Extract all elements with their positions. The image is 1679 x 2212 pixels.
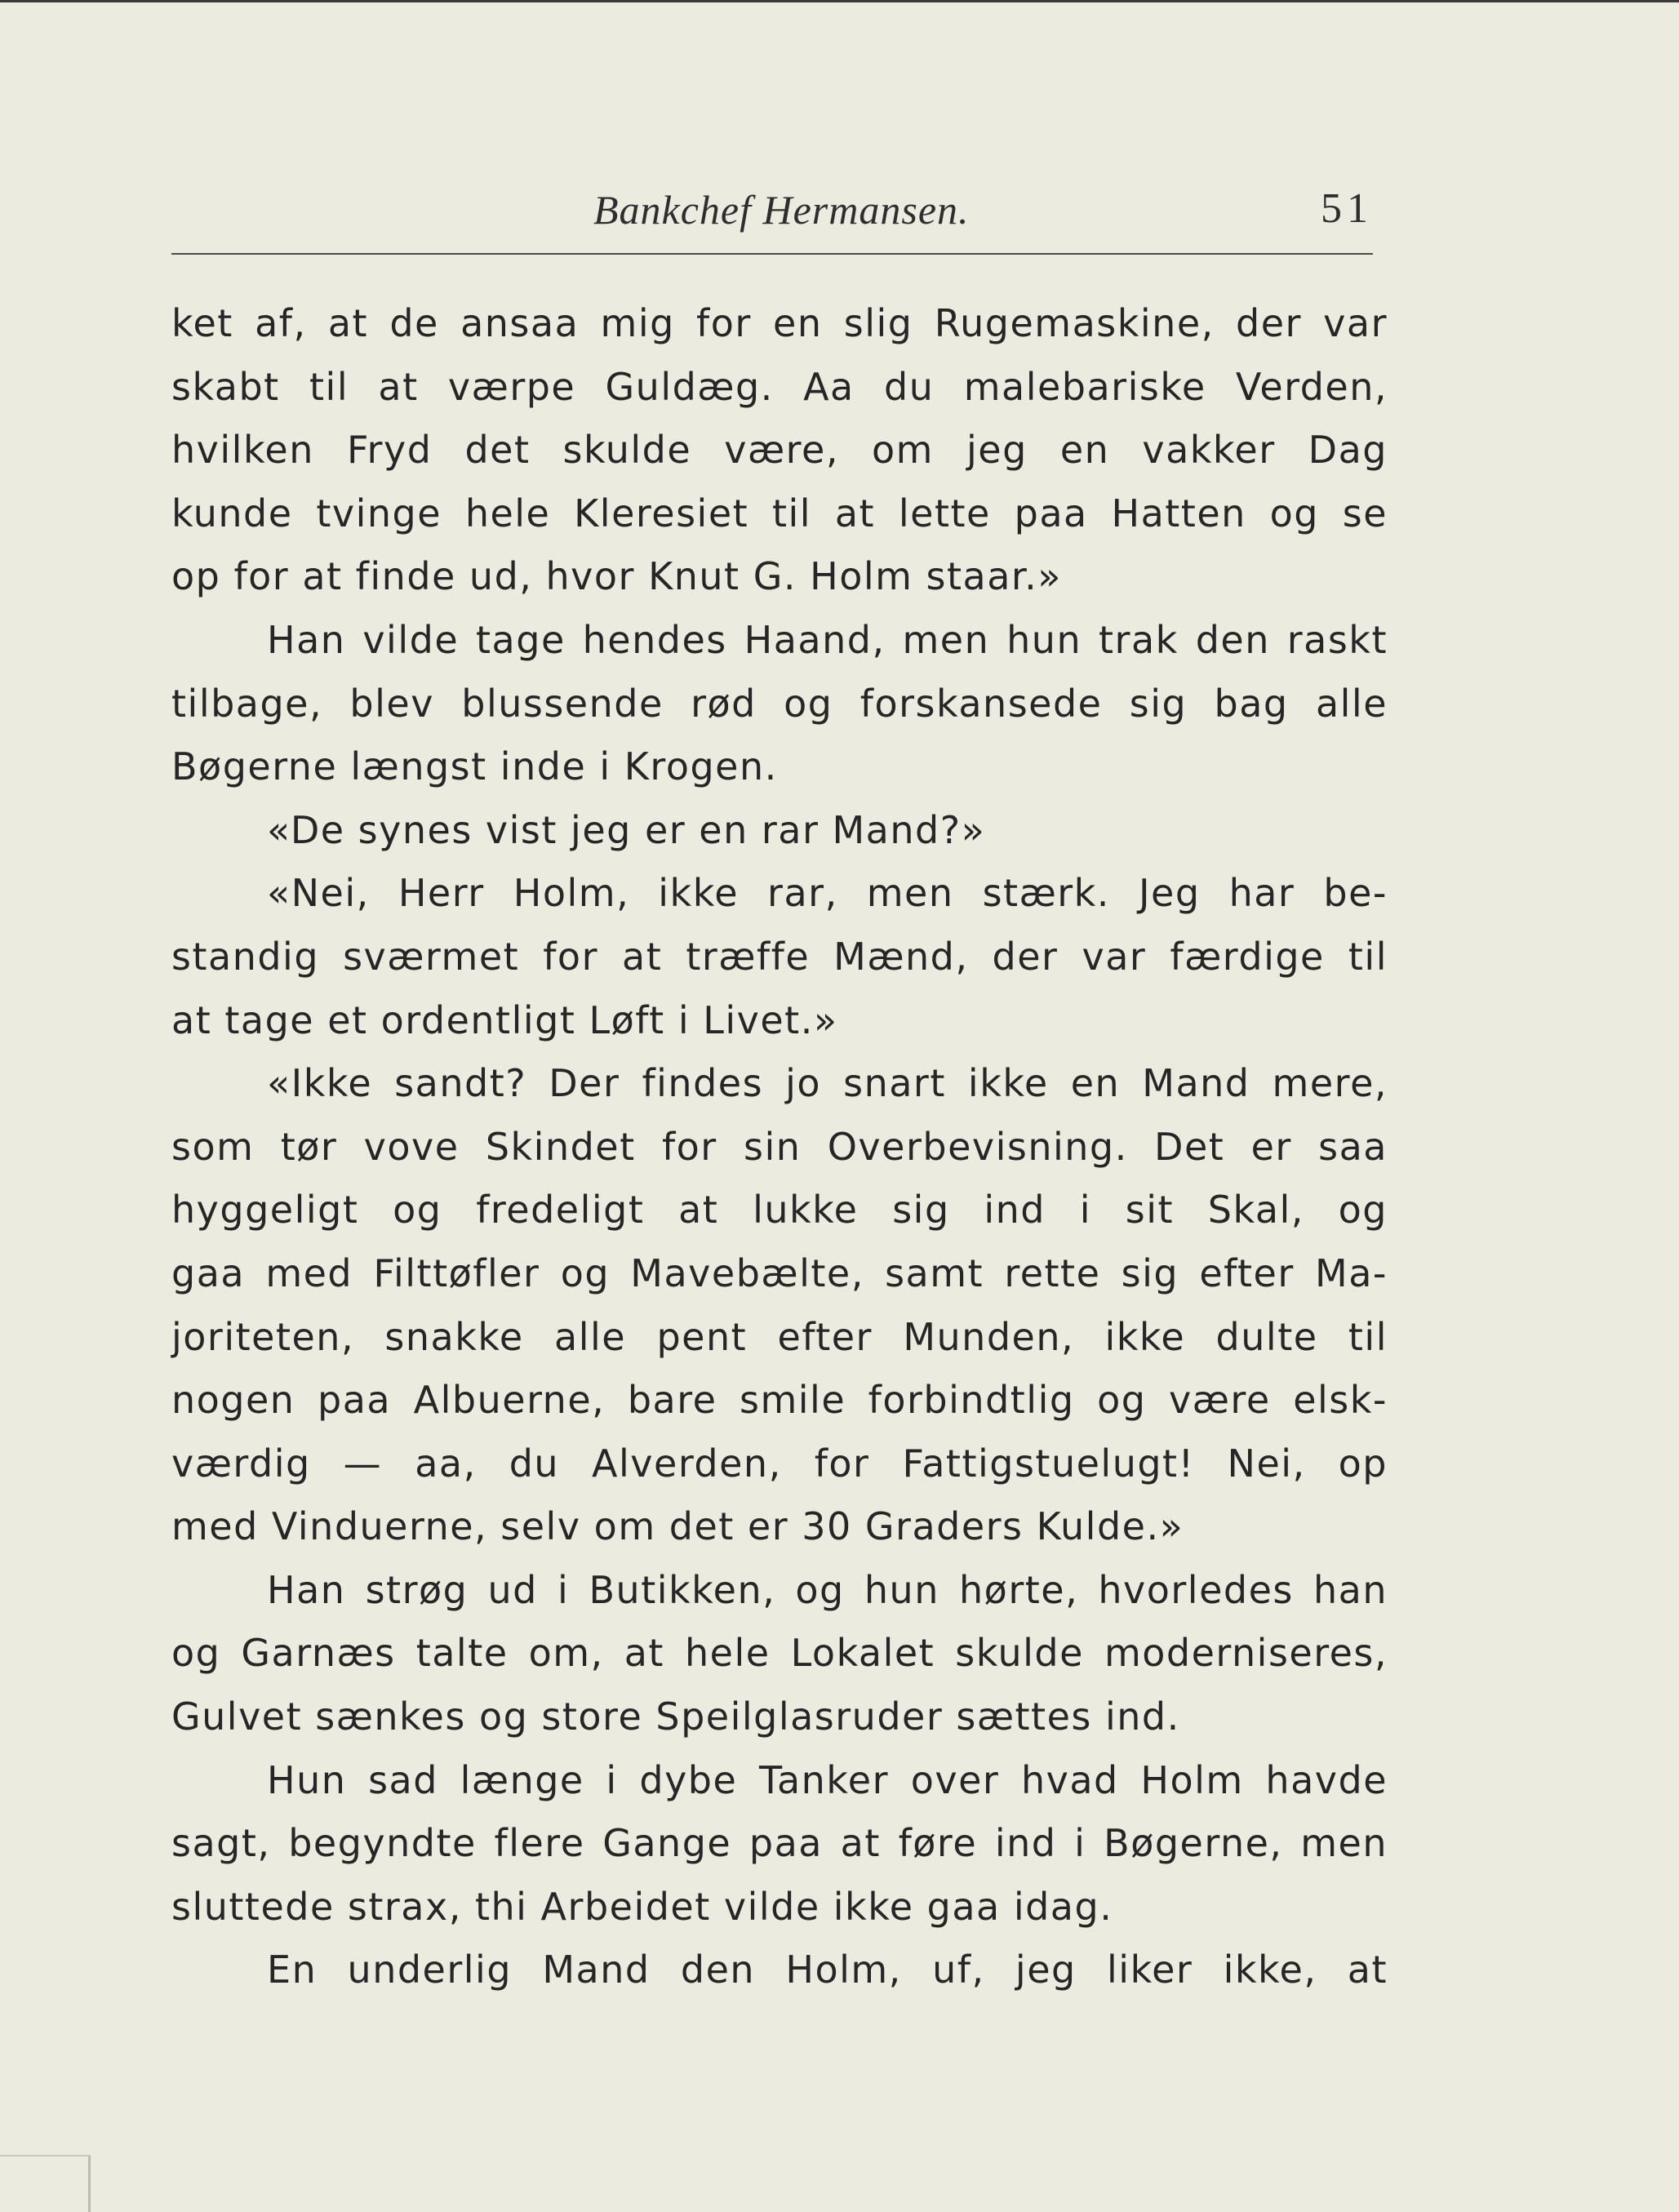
page-number: 51 xyxy=(1321,185,1373,232)
text-line: hyggeligt og fredeligt at lukke sig ind i sit Skal, og xyxy=(171,1188,1388,1233)
page-header xyxy=(171,184,1373,258)
text-line: tilbage, blev blussende rød og forskansede sig bag alle xyxy=(171,681,1388,726)
text-line: sluttede strax, thi Arbeidet vilde ikke gaa idag. xyxy=(171,1884,1113,1929)
text-line: Han vilde tage hendes Haand, men hun trak den raskt xyxy=(267,617,1388,662)
text-line: at tage et ordentligt Løft i Livet.» xyxy=(171,997,838,1042)
text-line: En underlig Mand den Holm, uf, jeg liker ikke, at xyxy=(267,1948,1388,1992)
text-line: joriteten, snakke alle pent efter Munden, ikke dulte til xyxy=(171,1314,1388,1359)
text-line: kunde tvinge hele Kleresiet til at lette paa Hatten og se xyxy=(171,491,1388,535)
text-line: «Ikke sandt? Der findes jo snart ikke en Mand mere, xyxy=(267,1061,1388,1106)
text-line: Han strøg ud i Butikken, og hun hørte, hvorledes han xyxy=(267,1567,1388,1612)
text-line: som tør vove Skindet for sin Overbevisning. Det er saa xyxy=(171,1124,1388,1169)
text-line: nogen paa Albuerne, bare smile forbindtlig og være elsk- xyxy=(171,1378,1388,1423)
text-line: op for at finde ud, hvor Knut G. Holm staar.» xyxy=(171,554,1062,599)
text-line: med Vinduerne, selv om det er 30 Graders Kulde.» xyxy=(171,1504,1184,1549)
header-rule xyxy=(171,253,1373,255)
scan-corner-mark xyxy=(0,2155,91,2212)
text-line: «De synes vist jeg er en rar Mand?» xyxy=(267,807,986,852)
body-text xyxy=(171,292,1388,2002)
text-line: gaa med Filttøfler og Mavebælte, samt rette sig efter Ma- xyxy=(171,1250,1388,1295)
text-line: Bøgerne længst inde i Krogen. xyxy=(171,744,778,789)
text-line: standig sværmet for at træffe Mænd, der var færdige til xyxy=(171,934,1388,979)
scan-top-edge xyxy=(0,0,1679,2)
text-line: og Garnæs talte om, at hele Lokalet skulde moderniseres, xyxy=(171,1631,1388,1676)
running-title: Bankchef Hermansen. xyxy=(593,187,970,233)
text-line: hvilken Fryd det skulde være, om jeg en vakker Dag xyxy=(171,428,1388,473)
text-line: skabt til at værpe Guldæg. Aa du malebariske Verden, xyxy=(171,364,1388,409)
text-line: «Nei, Herr Holm, ikke rar, men stærk. Jeg har be- xyxy=(267,871,1388,916)
text-line: Hun sad længe i dybe Tanker over hvad Holm havde xyxy=(267,1757,1388,1802)
text-line: ket af, at de ansaa mig for en slig Rugemaskine, der var xyxy=(171,301,1388,345)
text-line: sagt, begyndte flere Gange paa at føre ind i Bøgerne, men xyxy=(171,1821,1388,1866)
text-line: Gulvet sænkes og store Speilglasruder sættes ind. xyxy=(171,1695,1180,1739)
text-line: værdig — aa, du Alverden, for Fattigstuelugt! Nei, op xyxy=(171,1441,1388,1486)
